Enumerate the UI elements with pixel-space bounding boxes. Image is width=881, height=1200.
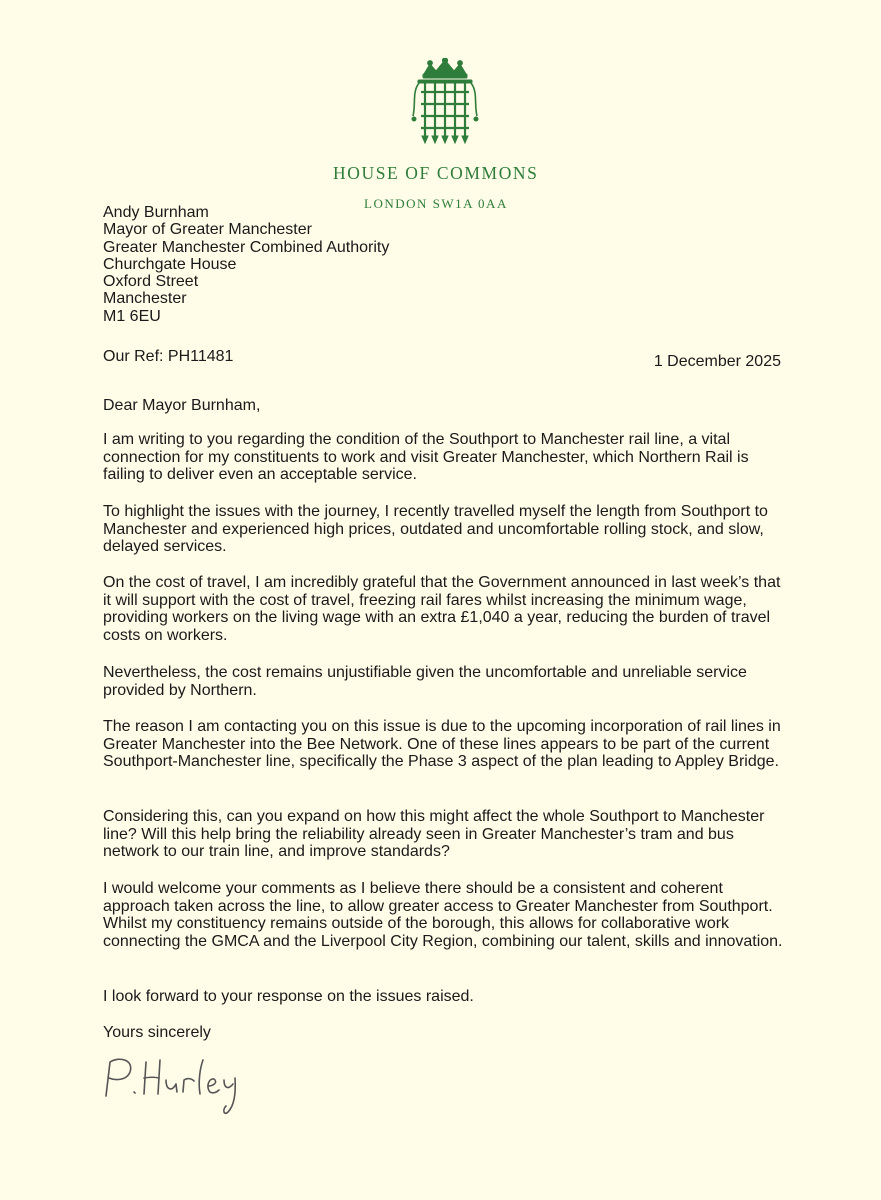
recipient-line: Greater Manchester Combined Authority: [103, 238, 390, 256]
body-paragraph: I would welcome your comments as I believe there should be a consistent and coherent approach taken across the line, to allow greater access to Greater Manchester from Southport. Whilst my constituency remains outside of the borough, this allows for collaborative work connecting the GMCA and the Liverpool City Region, combining our talent, skills and innovation.: [103, 880, 783, 950]
body-paragraph: On the cost of travel, I am incredibly grateful that the Government announced in last week’s that it will support with the cost of travel, freezing rail fares whilst increasing the minimum wage, providing workers on the living wage with an extra £1,040 a year, reducing the burden of travel costs on workers.: [103, 574, 781, 644]
recipient-line: Mayor of Greater Manchester: [103, 221, 312, 239]
handwritten-signature: [100, 1048, 280, 1128]
recipient-line: Oxford Street: [103, 273, 199, 291]
recipient-address-block: [103, 204, 389, 325]
recipient-line: Churchgate House: [103, 255, 237, 273]
body-paragraph: To highlight the issues with the journey, I recently travelled myself the length from Southport to Manchester and experienced high prices, outdated and uncomfortable rolling stock, and slow, delayed services.: [103, 503, 768, 555]
letterhead-title: HOUSE OF COMMONS: [333, 163, 539, 183]
body-paragraph: I look forward to your response on the issues raised.: [103, 988, 474, 1005]
body-paragraph: The reason I am contacting you on this issue is due to the upcoming incorporation of rail lines in Greater Manchester into the Bee Network. One of these lines appears to be part of the current Southport-Manchester line, specifically the Phase 3 aspect of the plan leading to Appley Bridge.: [103, 718, 781, 770]
letterhead-address: LONDON SW1A 0AA: [364, 196, 508, 211]
letter-date: 1 December 2025: [653, 353, 781, 370]
recipient-line: Andy Burnham: [103, 204, 209, 221]
recipient-line: M1 6EU: [103, 307, 161, 325]
body-paragraph: I am writing to you regarding the condition of the Southport to Manchester rail line, a vital connection for my constituents to work and visit Greater Manchester, which Northern Rail is failing to deliver even an acceptable service.: [103, 431, 749, 483]
salutation: Dear Mayor Burnham,: [103, 397, 261, 414]
body-paragraph: Nevertheless, the cost remains unjustifiable given the uncomfortable and unreliable service provided by Northern.: [103, 664, 747, 699]
reference-number: Our Ref: PH11481: [103, 348, 234, 365]
portcullis-crest-icon: [410, 58, 480, 144]
body-paragraph: Considering this, can you expand on how this might affect the whole Southport to Manchester line? Will this help bring the reliability already seen in Greater Manchester’s tram and bus network to our train line, and improve standards?: [103, 808, 765, 860]
recipient-line: Manchester: [103, 290, 187, 308]
signoff: Yours sincerely: [103, 1024, 211, 1041]
